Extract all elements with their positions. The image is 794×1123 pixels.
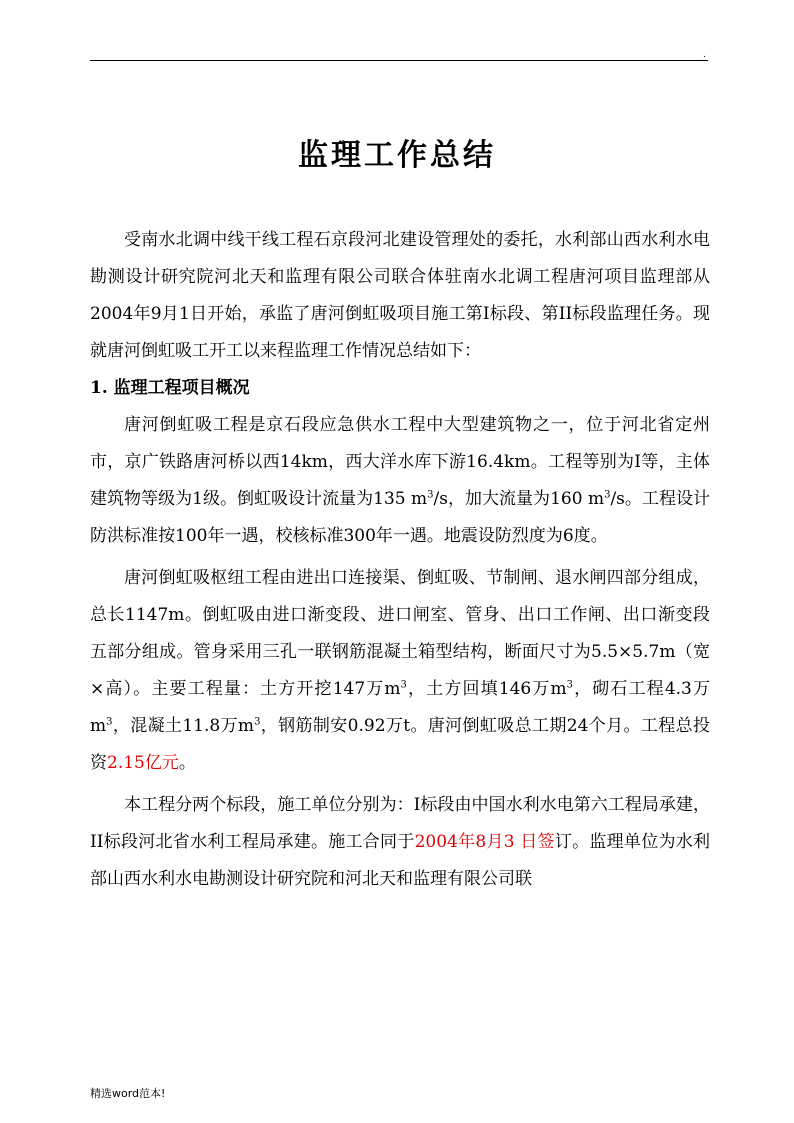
header-mark: . — [703, 50, 706, 60]
contract-paragraph — [90, 787, 710, 898]
text-run: 本工程分两个标段，施工单位分别为：I标段由中国水利水电第六工程局承建，II标段河北省水利工程局承建。施工合同于 — [90, 795, 710, 852]
intro-paragraph: 受南水北调中线干线工程石京段河北建设管理处的委托，水利部山西水利水电勘测设计研究院河北天和监理有限公司联合体驻南水北调工程唐河项目监理部从2004年9月1日开始，承监了唐河倒虹吸项目施工第I标段、第II标段监理任务。现就唐河倒虹吸工开工以来程监理工作情况总结如下： — [90, 230, 710, 361]
footer-note: 精选word范本! — [90, 1087, 166, 1100]
header-rule — [90, 60, 708, 61]
text-run: /s。工程设计防洪标准按100年一遇，校核标准300年一遇。地震设防烈度为6度。 — [90, 489, 710, 546]
overview-paragraph — [90, 407, 710, 555]
text-run: 唐河倒虹吸工程是京石段应急供水工程中大型建筑物之一，位于河北省定州市，京广铁路唐河桥以西14km，西大洋水库下游16.4km。工程等别为I等，主体建筑物等级为1级。倒虹吸设计流量为135 m — [90, 415, 710, 509]
text-run: ，砌石工程4.3万m — [90, 679, 710, 736]
section-heading: 1. 监理工程项目概况 — [90, 378, 250, 398]
investment-highlight: 2.15亿元 — [107, 753, 179, 773]
superscript: 3 — [604, 489, 611, 501]
text-run: ，土方回填146万m — [406, 679, 567, 699]
text-run: /s，加大流量为160 m — [433, 489, 605, 509]
superscript: 3 — [400, 679, 407, 691]
text-run: 。 — [178, 753, 196, 773]
superscript: 3 — [566, 679, 573, 691]
structure-paragraph — [90, 560, 710, 782]
superscript: 3 — [427, 489, 434, 501]
superscript: 3 — [106, 716, 113, 728]
date-highlight: 2004年8月3 日签 — [414, 832, 555, 852]
text-run: 订。监理单位为水利部山西水利水电勘测设计研究院和河北天和监理有限公司联 — [90, 832, 711, 889]
text-run: 唐河倒虹吸枢纽工程由进出口连接渠、倒虹吸、节制闸、退水闸四部分组成，总长1147m。倒虹吸由进口渐变段、进口闸室、管身、出口工作闸、出口渐变段五部分组成。管身采用三孔一联钢筋混凝土箱型结构，断面尺寸为5.5×5.7m（宽×高）。主要工程量：土方开挖147万m — [90, 568, 710, 699]
document-body — [90, 222, 710, 898]
document-title: 监理工作总结 — [298, 138, 496, 173]
superscript: 3 — [254, 716, 261, 728]
text-run: ，混凝土11.8万m — [112, 716, 255, 736]
text-run: ，钢筋制安0.92万t。唐河倒虹吸总工期24个月。工程总投资 — [90, 716, 710, 773]
